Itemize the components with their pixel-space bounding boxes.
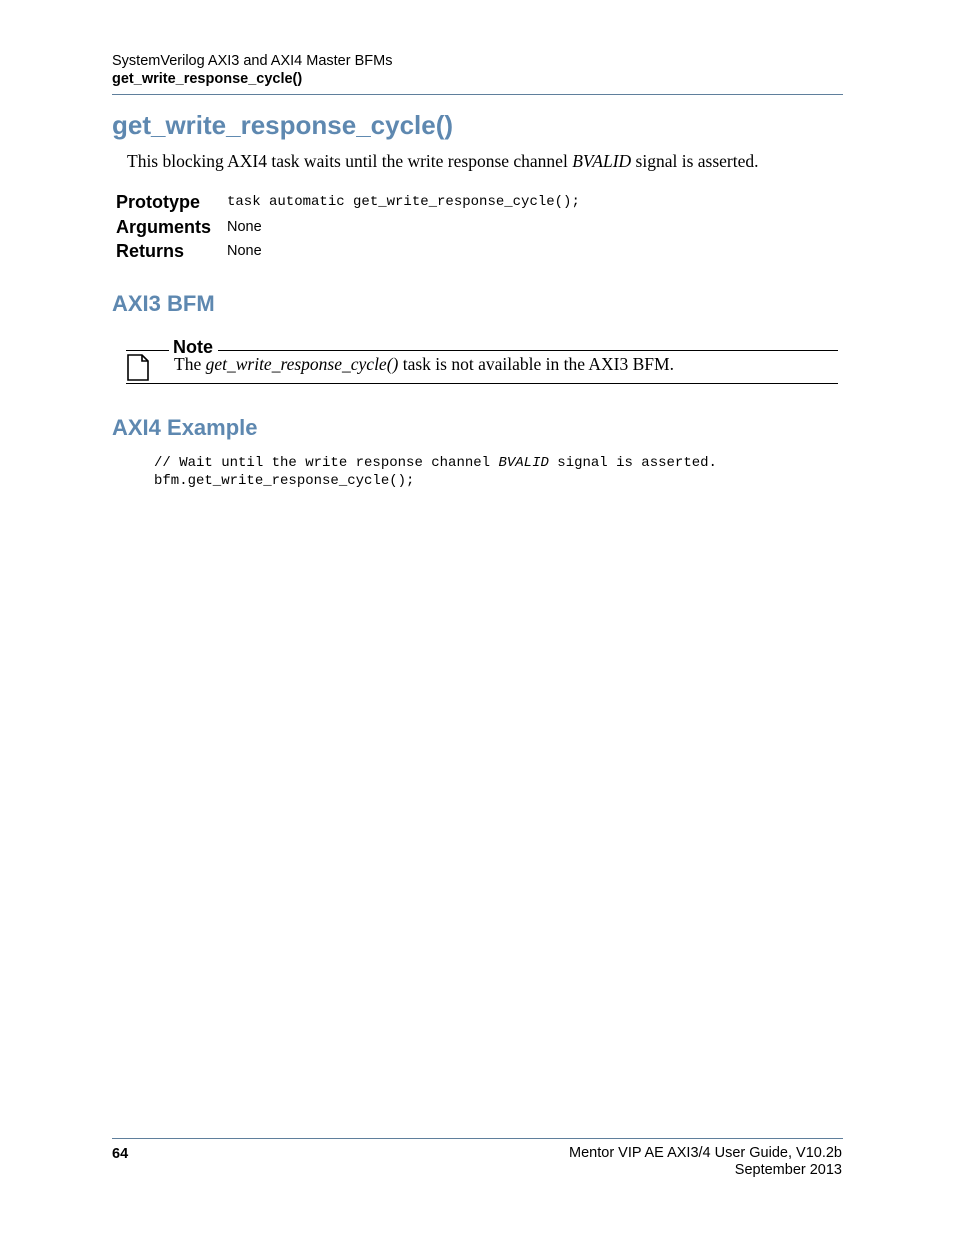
code-line: bfm.get_write_response_cycle(); xyxy=(154,472,415,489)
returns-label: Returns xyxy=(116,241,185,261)
code-comment-before: // Wait until the write response channel xyxy=(154,455,499,471)
note-rule-right xyxy=(218,350,838,351)
axi4-heading: AXI4 Example xyxy=(112,415,258,440)
code-example xyxy=(154,455,717,490)
note-text-before: The xyxy=(174,354,206,374)
footer-rule xyxy=(112,1138,843,1139)
code-comment-after: signal is asserted. xyxy=(548,455,717,471)
header-section: get_write_response_cycle() xyxy=(112,71,303,87)
running-header xyxy=(112,52,843,88)
footer-guide-title: Mentor VIP AE AXI3/4 User Guide, V10.2b xyxy=(569,1145,842,1161)
note-text xyxy=(174,353,674,375)
header-rule xyxy=(112,94,843,95)
page-number: 64 xyxy=(112,1146,129,1162)
note-label: Note xyxy=(173,337,213,357)
header-chapter: SystemVerilog AXI3 and AXI4 Master BFMs xyxy=(112,53,393,69)
prototype-label: Prototype xyxy=(116,192,201,212)
page-title: get_write_response_cycle() xyxy=(112,110,454,140)
code-comment-signal: BVALID xyxy=(498,455,549,471)
intro-paragraph xyxy=(127,150,759,172)
returns-value: None xyxy=(227,243,262,259)
footer-guide-info xyxy=(569,1145,842,1179)
intro-text-before: This blocking AXI4 task waits until the write response channel xyxy=(127,151,573,171)
code-line xyxy=(154,455,717,473)
note-task-name: get_write_response_cycle() xyxy=(205,354,399,374)
note-text-after: task is not available in the AXI3 BFM. xyxy=(398,354,674,374)
footer-date: September 2013 xyxy=(734,1162,842,1178)
note-page-icon xyxy=(127,354,149,381)
note-rule-bottom xyxy=(126,383,838,384)
intro-signal: BVALID xyxy=(572,151,632,171)
note-box xyxy=(126,337,838,384)
axi3-heading: AXI3 BFM xyxy=(112,291,215,316)
arguments-label: Arguments xyxy=(116,216,212,237)
prototype-value: task automatic get_write_response_cycle(); xyxy=(227,194,580,210)
note-rule-left xyxy=(126,350,169,351)
arguments-value: None xyxy=(227,218,262,235)
intro-text-after: signal is asserted. xyxy=(631,151,759,171)
